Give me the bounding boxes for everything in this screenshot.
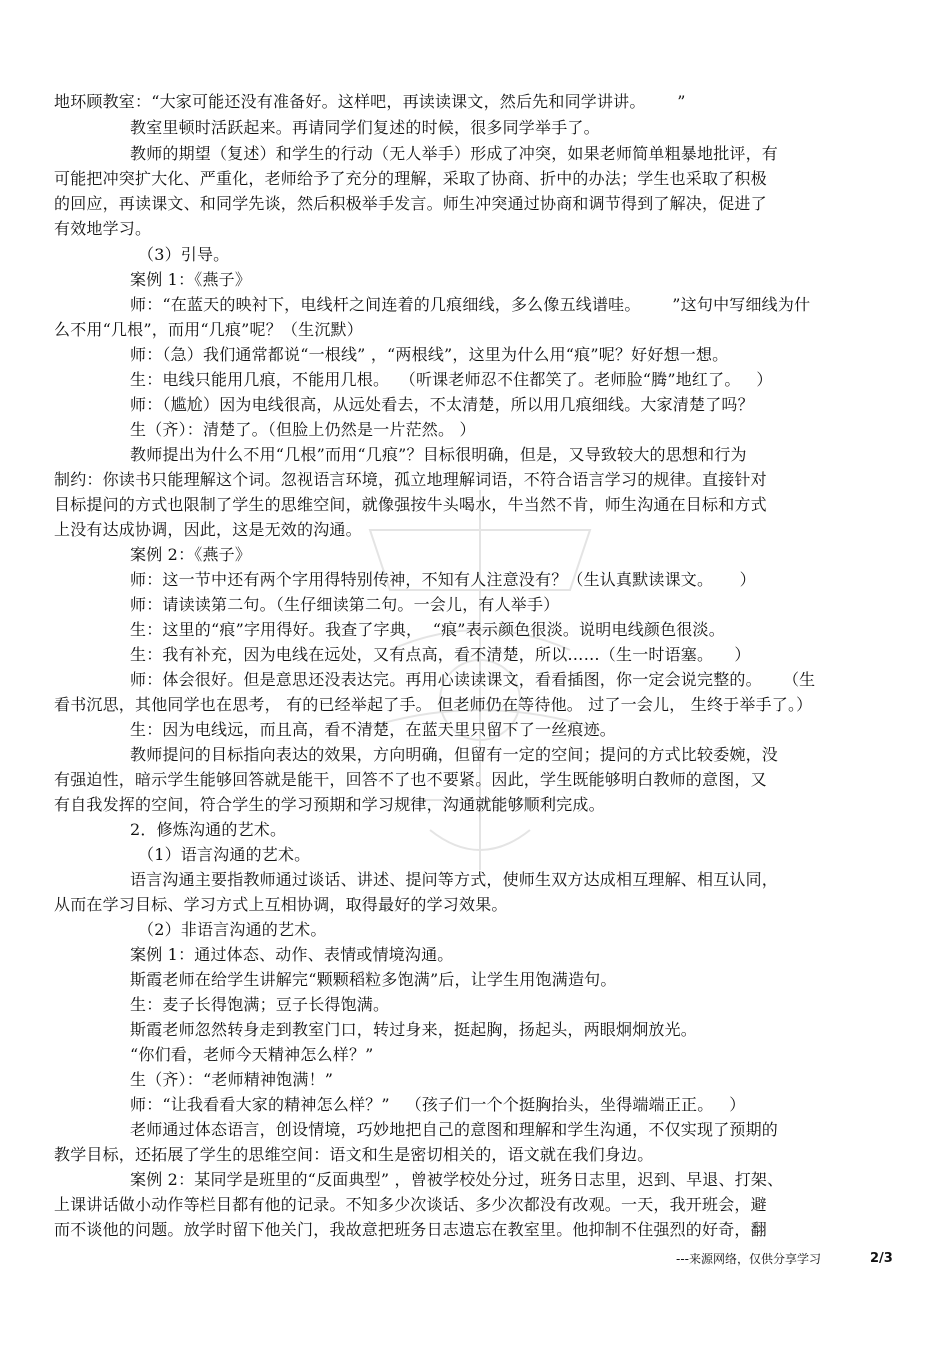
text-line: 么不用“几根”，而用“几痕”呢？（生沉默）: [54, 320, 363, 339]
text-line: 地环顾教室：“大家可能还没有准备好。这样吧，再读读课文，然后先和同学讲讲。 ”: [54, 92, 686, 111]
text-line: 师：（急）我们通常都说“一根线” ，“两根线”，这里为什么用“痕”呢？好好想一想。: [130, 345, 729, 364]
text-line: 上课讲话做小动作等栏目都有他的记录。不知多少次谈话、多少次都没有改观。一天，我开班会，避: [54, 1195, 767, 1214]
text-line: 师：这一节中还有两个字用得特别传神，不知有人注意没有？（生认真默读课文。 ）: [130, 570, 756, 589]
text-line: 案例 1：《燕子》: [130, 270, 252, 289]
text-line: 教学目标，还拓展了学生的思维空间：语文和生是密切相关的，语文就在我们身边。: [54, 1145, 654, 1164]
text-line: 教师的期望（复述）和学生的行动（无人举手）形成了冲突，如果老师简单粗暴地批评，有: [130, 144, 779, 163]
text-line: 生：这里的“痕”字用得好。我查了字典， “痕”表示颜色很淡。说明电线颜色很淡。: [130, 620, 725, 639]
text-line: 上没有达成协调，因此，这是无效的沟通。: [54, 520, 362, 539]
section-heading: （2）非语言沟通的艺术。: [138, 920, 327, 939]
text-line: 生：因为电线远，而且高，看不清楚，在蓝天里只留下了一丝痕迹。: [130, 720, 617, 739]
text-line: “你们看，老师今天精神怎么样？”: [130, 1045, 374, 1064]
text-line: 案例 1：通过体态、动作、表情或情境沟通。: [130, 945, 454, 964]
footer-source-note: ---来源网络，仅供分享学习: [676, 1252, 821, 1266]
text-line: 师：“让我看看大家的精神怎么样？” （孩子们一个个挺胸抬头，坐得端端正正。 ）: [130, 1095, 746, 1114]
page-number: 2/3: [870, 1251, 893, 1266]
text-line: 斯霞老师在给学生讲解完“颗颗稻粒多饱满”后，让学生用饱满造句。: [130, 970, 617, 989]
text-line: 案例 2：《燕子》: [130, 545, 252, 564]
text-line: 师：（尴尬）因为电线很高，从远处看去，不太清楚，所以用几痕细线。大家清楚了吗？: [130, 395, 754, 414]
text-line: 生（齐）：清楚了。（但脸上仍然是一片茫然。 ）: [130, 420, 476, 439]
text-line: 看书沉思，其他同学也在思考， 有的已经举起了手。 但老师仍在等待他。 过了一会儿， 生终于举手了。）: [54, 695, 813, 714]
text-line: 生：我有补充，因为电线在远处，又有点高，看不清楚，所以……（生一时语塞。 ）: [130, 645, 751, 664]
text-line: 案例 2：某同学是班里的“反面典型” ，曾被学校处分过，班务日志里，迟到、早退、打架、: [130, 1170, 784, 1189]
text-line: 的回应，再读课文、和同学先谈，然后积极举手发言。师生冲突通过协商和调节得到了解决，促进了: [54, 194, 767, 213]
text-line: 从而在学习目标、学习方式上互相协调，取得最好的学习效果。: [54, 895, 508, 914]
text-line: 老师通过体态语言，创设情境，巧妙地把自己的意图和理解和学生沟通，不仅实现了预期的: [130, 1120, 779, 1139]
text-line: 有自我发挥的空间，符合学生的学习预期和学习规律，沟通就能够顺利完成。: [54, 795, 605, 814]
text-line: 生：麦子长得饱满；豆子长得饱满。: [130, 995, 390, 1014]
text-line: 生（齐）：“老师精神饱满！”: [130, 1070, 334, 1089]
section-heading: （1）语言沟通的艺术。: [138, 845, 311, 864]
text-line: 可能把冲突扩大化、严重化，老师给予了充分的理解，采取了协商、折中的办法；学生也采取了积极: [54, 169, 767, 188]
text-line: 师：体会很好。但是意思还没表达完。再用心读读课文，看看插图，你一定会说完整的。 （生: [130, 670, 816, 689]
text-line: 生：电线只能用几痕，不能用几根。 （听课老师忍不住都笑了。老师脸“腾”地红了。 ）: [130, 370, 773, 389]
text-line: 有效地学习。: [54, 219, 152, 238]
text-line: 制约：你读书只能理解这个词。忽视语言环境，孤立地理解词语，不符合语言学习的规律。直接针对: [54, 470, 767, 489]
text-line: 斯霞老师忽然转身走到教室门口，转过身来，挺起胸，扬起头，两眼炯炯放光。: [130, 1020, 698, 1039]
text-line: 语言沟通主要指教师通过谈话、讲述、提问等方式，使师生双方达成相互理解、相互认同，: [130, 870, 779, 889]
section-heading: 2．修炼沟通的艺术。: [130, 820, 287, 839]
text-line: 有强迫性，暗示学生能够回答就是能干，回答不了也不要紧。因此，学生既能够明白教师的意图，又: [54, 770, 767, 789]
text-line: 师：请读读第二句。（生仔细读第二句。一会儿，有人举手）: [130, 595, 560, 614]
text-line: 教师提问的目标指向表达的效果，方向明确，但留有一定的空间；提问的方式比较委婉，没: [130, 745, 779, 764]
text-line: 师：“在蓝天的映衬下，电线杆之间连着的几痕细线，多么像五线谱哇。 ”这句中写细线为什: [130, 295, 811, 314]
text-line: 目标提问的方式也限制了学生的思维空间，就像强按牛头喝水，牛当然不肯，师生沟通在目标和方式: [54, 495, 767, 514]
text-line: 而不谈他的问题。放学时留下他关门，我故意把班务日志遗忘在教室里。他抑制不住强烈的好奇，翻: [54, 1220, 767, 1239]
text-line: （3）引导。: [138, 245, 230, 264]
text-line: 教室里顿时活跃起来。再请同学们复述的时候，很多同学举手了。: [130, 118, 600, 137]
text-line: 教师提出为什么不用“几根”而用“几痕”？目标很明确，但是，又导致较大的思想和行为: [130, 445, 747, 464]
